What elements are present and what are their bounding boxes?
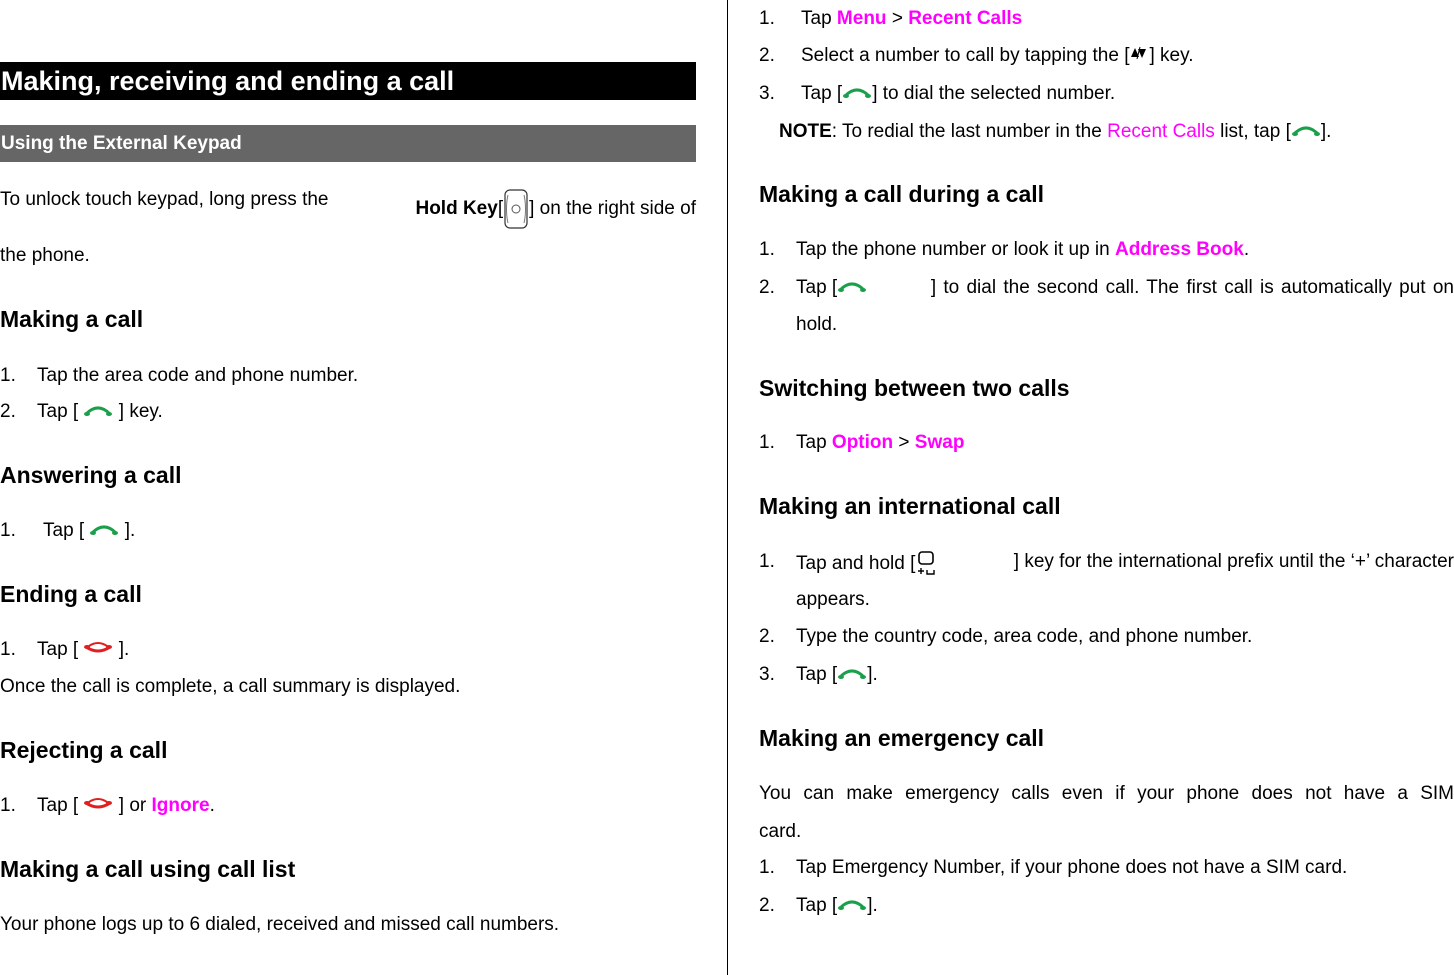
intro-line-1: To unlock touch keypad, long press the Hold Key[ ] on the right side of	[0, 189, 696, 229]
heading-call-list: Making a call using call list	[0, 856, 296, 882]
recent-step-1: 1. Tap Menu > Recent Calls	[759, 8, 1023, 29]
address-book-link[interactable]: Address Book	[1115, 239, 1244, 260]
call-list-text: Your phone logs up to 6 dialed, received and missed call numbers.	[0, 914, 560, 935]
call-icon[interactable]	[1291, 121, 1321, 143]
during-step-1: 1. Tap the phone number or look it up in Address Book.	[759, 239, 1250, 260]
option-link[interactable]: Option	[831, 432, 894, 453]
recent-calls-note-link[interactable]: Recent Calls	[1107, 121, 1215, 143]
section-subtitle: Using the External Keypad	[0, 125, 696, 162]
hold-key-icon	[503, 189, 529, 229]
recent-step-3: 3. Tap [ ] to dial the selected number.	[759, 83, 1116, 105]
call-icon[interactable]	[837, 277, 867, 299]
heading-ending-a-call: Ending a call	[0, 581, 142, 607]
international-step-1-line-2: appears.	[796, 589, 870, 610]
ending-note: Once the call is complete, a call summary is displayed.	[0, 676, 461, 697]
call-icon[interactable]	[837, 664, 867, 686]
heading-international: Making an international call	[759, 493, 1061, 519]
heading-switching: Switching between two calls	[759, 375, 1070, 401]
recent-step-2: 2. Select a number to call by tapping the [ ] key.	[759, 45, 1194, 67]
call-icon[interactable]	[83, 401, 113, 423]
end-call-icon[interactable]	[83, 639, 113, 661]
ignore-link[interactable]: Ignore	[151, 795, 210, 817]
recent-calls-link[interactable]: Recent Calls	[908, 8, 1023, 29]
international-step-3: 3. Tap [ ].	[759, 664, 878, 686]
intro-pre: To unlock touch keypad, long press the	[0, 189, 329, 210]
answering-step-1: 1. Tap [ ].	[0, 520, 136, 542]
switching-step-1: 1. Tap Option > Swap	[759, 432, 965, 453]
page-title: Making, receiving and ending a call	[0, 62, 696, 100]
emergency-step-2: 2. Tap [ ].	[759, 895, 878, 917]
international-step-2: 2. Type the country code, area code, and phone number.	[759, 626, 1253, 647]
end-call-icon[interactable]	[83, 795, 113, 817]
emergency-text-line-2: card.	[759, 821, 802, 842]
redial-note: NOTE: To redial the last number in the Recent Calls list, tap [ ].	[779, 121, 1332, 143]
call-icon[interactable]	[842, 83, 872, 105]
menu-link[interactable]: Menu	[836, 8, 887, 29]
intro-line-2: the phone.	[0, 245, 90, 266]
making-step-1: 1. Tap the area code and phone number.	[0, 365, 359, 386]
heading-answering-a-call: Answering a call	[0, 462, 182, 488]
ending-step-1: 1. Tap [ ].	[0, 639, 130, 661]
plus-key-icon[interactable]	[915, 551, 937, 577]
during-step-2-line-2: hold.	[796, 314, 838, 335]
hold-key-label: Hold Key	[415, 198, 498, 220]
heading-emergency: Making an emergency call	[759, 725, 1045, 751]
intro-post: ] on the right side of	[529, 198, 696, 220]
rejecting-step-1: 1. Tap [ ] or Ignore.	[0, 795, 215, 817]
heading-making-a-call: Making a call	[0, 306, 144, 332]
heading-rejecting-a-call: Rejecting a call	[0, 737, 168, 763]
up-down-key-icon[interactable]	[1129, 45, 1149, 67]
during-step-2: 2. Tap [ ] to dial the second call. The first call is automatically put on	[759, 277, 1454, 299]
swap-link[interactable]: Swap	[914, 432, 965, 453]
emergency-text: You can make emergency calls even if your phone does not have a SIM	[759, 783, 1454, 804]
call-icon[interactable]	[89, 520, 119, 542]
international-step-1: 1. Tap and hold [ ] key for the international prefix until the ‘+’ character	[759, 551, 1454, 577]
emergency-step-1: 1. Tap Emergency Number, if your phone does not have a SIM card.	[759, 857, 1348, 878]
making-step-2: 2. Tap [ ] key.	[0, 401, 163, 423]
column-divider	[727, 0, 728, 975]
call-icon[interactable]	[837, 895, 867, 917]
heading-during-call: Making a call during a call	[759, 181, 1045, 207]
